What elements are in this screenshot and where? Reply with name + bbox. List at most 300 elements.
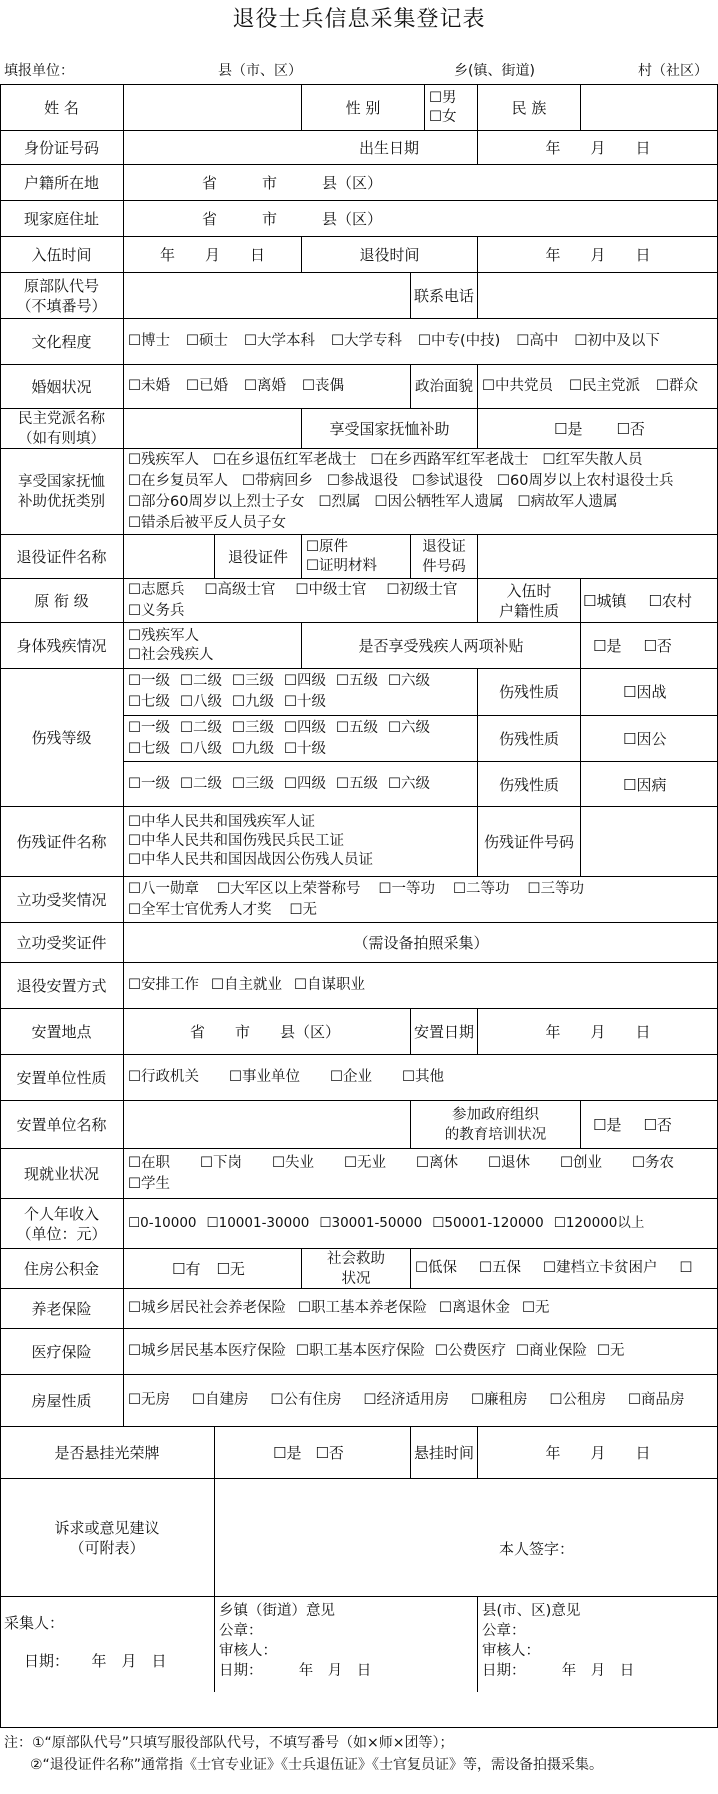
political-option-checkbox[interactable]: ☐民主党派: [569, 378, 640, 394]
award-option-checkbox[interactable]: ☐二等功: [453, 880, 510, 897]
job-option-checkbox[interactable]: ☐失业: [272, 1154, 314, 1171]
rank-option-list: [124, 579, 477, 622]
placement-options: [123, 963, 718, 1008]
unit-code-label: 原部队代号 （不填番号）: [16, 276, 107, 315]
training-label: 参加政府组织 的教育培训状况: [410, 1101, 580, 1148]
form-table: [0, 84, 718, 1692]
medical-options: [123, 1329, 718, 1374]
home-field[interactable]: 省 市 县（区）: [123, 201, 718, 236]
nature-label-3: 伤残性质: [477, 762, 580, 807]
job-option-checkbox[interactable]: ☐无业: [344, 1154, 386, 1171]
row-home: [0, 200, 718, 236]
cert-original-checkbox[interactable]: ☐原件: [306, 538, 348, 555]
grade-option-checkbox[interactable]: ☐一级: [128, 673, 170, 689]
row-unit-nature: [0, 1054, 718, 1100]
care-option-list: [124, 449, 718, 534]
grade-option-checkbox[interactable]: ☐十级: [284, 740, 326, 757]
political-label: 政治面貌: [410, 365, 477, 408]
grade-option-checkbox[interactable]: ☐一级: [128, 719, 170, 736]
cert-no-label: 退役证 件号码: [410, 535, 477, 578]
grade-subrows: [123, 669, 718, 807]
ethnic-field[interactable]: [580, 85, 718, 130]
care-option-checkbox[interactable]: ☐残疾军人: [128, 451, 199, 468]
gender-options: [424, 85, 477, 130]
care-option-checkbox[interactable]: ☐因公牺牲军人遗属: [374, 493, 504, 510]
grade-option-checkbox[interactable]: ☐五级: [336, 719, 378, 736]
house-option-checkbox[interactable]: ☐公租房: [549, 1392, 606, 1408]
dis-cert-label: 伤残证件名称: [16, 832, 107, 851]
county-opinion-label: 县(市、区)意见: [482, 1603, 581, 1619]
relief-option-checkbox[interactable]: ☐: [679, 1260, 693, 1276]
ethnic-label: 民 族: [477, 85, 580, 130]
appeal-field[interactable]: [214, 1479, 718, 1596]
award-option-checkbox[interactable]: ☐三等功: [527, 880, 584, 897]
grade-option-list-3: [124, 773, 434, 796]
name-field[interactable]: [123, 85, 301, 130]
grade-option-checkbox[interactable]: ☐四级: [284, 719, 326, 736]
row-unit-name: [0, 1100, 718, 1148]
care-option-checkbox[interactable]: ☐在乡退伍红军老战士: [213, 451, 357, 468]
rank-option-checkbox[interactable]: ☐高级士官: [204, 581, 276, 598]
care-option-checkbox[interactable]: ☐在乡复员军人: [128, 472, 228, 489]
house-option-checkbox[interactable]: ☐商品房: [628, 1392, 685, 1408]
placement-option-checkbox[interactable]: ☐自谋职业: [294, 977, 365, 993]
retire-label: 退役时间: [301, 237, 477, 272]
pension-option-checkbox[interactable]: ☐职工基本养老保险: [298, 1300, 427, 1316]
dis-cert-option-checkbox[interactable]: ☐中华人民共和国伤残民兵民工证: [128, 833, 344, 849]
row-cert: [0, 534, 718, 578]
row-grade: [0, 668, 718, 806]
income-option-checkbox[interactable]: ☐50001-120000: [432, 1215, 544, 1231]
job-option-checkbox[interactable]: ☐务农: [632, 1154, 674, 1171]
relief-option-checkbox[interactable]: ☐五保: [479, 1260, 521, 1276]
plaque-yes-checkbox[interactable]: ☐是: [273, 1443, 302, 1462]
job-option-checkbox[interactable]: ☐退休: [488, 1154, 530, 1171]
place-date-field[interactable]: 年 月 日: [477, 1009, 718, 1054]
plaque-no-checkbox[interactable]: ☐否: [315, 1443, 344, 1462]
placement-option-list: [124, 974, 369, 997]
collector-label: 采集人：: [4, 1614, 65, 1632]
marriage-option-checkbox[interactable]: ☐丧偶: [302, 378, 344, 394]
unit-nature-option-checkbox[interactable]: ☐行政机关: [128, 1069, 199, 1085]
row-job: [0, 1148, 718, 1198]
county-opinion-cell[interactable]: [477, 1597, 718, 1692]
household-field[interactable]: 省 市 县（区）: [123, 165, 718, 200]
town-opinion-cell[interactable]: [214, 1597, 477, 1692]
care-label: 享受国家抚恤 补助优抚类别: [18, 473, 105, 510]
birth-field[interactable]: 年 月 日: [477, 131, 718, 164]
plaque-options: [214, 1427, 410, 1478]
place-date-label: 安置日期: [410, 1009, 477, 1054]
grade-option-checkbox[interactable]: ☐九级: [232, 694, 274, 710]
grade-subrow-2: [123, 715, 718, 761]
income-option-checkbox[interactable]: ☐10001-30000: [206, 1215, 310, 1231]
disability-option-checkbox[interactable]: ☐残疾军人: [128, 627, 199, 644]
award-option-checkbox[interactable]: ☐无: [289, 901, 317, 918]
town-opinion-label: 乡镇（街道）意见: [219, 1603, 335, 1619]
row-award: [0, 876, 718, 922]
id-field[interactable]: [123, 131, 301, 164]
education-option-checkbox[interactable]: ☐初中及以下: [574, 333, 660, 349]
house-option-checkbox[interactable]: ☐廉租房: [471, 1392, 528, 1408]
grade-option-checkbox[interactable]: ☐四级: [284, 673, 326, 689]
rank-option-checkbox[interactable]: ☐中级士官: [295, 581, 367, 598]
grade-options-1: [123, 669, 477, 715]
job-option-list: [124, 1152, 718, 1196]
phone-field[interactable]: [477, 273, 718, 318]
care-option-checkbox[interactable]: ☐60周岁以上农村退役士兵: [497, 472, 674, 489]
care-option-checkbox[interactable]: ☐参试退役: [412, 472, 483, 489]
relief-label: 社会救助 状况: [301, 1249, 410, 1288]
cert-proof-checkbox[interactable]: ☐证明材料: [306, 557, 377, 574]
grade-option-checkbox[interactable]: ☐四级: [284, 776, 326, 792]
nature-ill-checkbox[interactable]: ☐因病: [580, 762, 718, 807]
house-option-checkbox[interactable]: ☐无房: [128, 1392, 170, 1408]
income-option-checkbox[interactable]: ☐120000以上: [553, 1215, 645, 1231]
education-option-checkbox[interactable]: ☐博士: [128, 333, 170, 349]
pension-option-checkbox[interactable]: ☐无: [522, 1300, 550, 1316]
grade-option-checkbox[interactable]: ☐二级: [180, 776, 222, 792]
row-place: [0, 1008, 718, 1054]
nature-label-1: 伤残性质: [477, 669, 580, 715]
town-reviewer-label: 审核人：: [219, 1643, 277, 1659]
subsidy-no-checkbox[interactable]: ☐否: [616, 419, 645, 438]
award-options: [123, 877, 718, 922]
grade-option-checkbox[interactable]: ☐三级: [232, 776, 274, 792]
education-option-checkbox[interactable]: ☐大学专科: [331, 333, 402, 349]
placement-option-checkbox[interactable]: ☐安排工作: [128, 977, 199, 993]
medical-option-checkbox[interactable]: ☐无: [597, 1343, 625, 1359]
fill-line: [0, 54, 718, 84]
care-option-checkbox[interactable]: ☐带病回乡: [242, 472, 313, 489]
row-marriage: [0, 364, 718, 408]
care-option-checkbox[interactable]: ☐参战退役: [327, 472, 398, 489]
hang-time-field[interactable]: 年 月 日: [477, 1427, 718, 1478]
education-option-checkbox[interactable]: ☐中专(中技): [418, 333, 501, 349]
job-options: [123, 1149, 718, 1198]
town-date-label: 日期： 年 月 日: [219, 1663, 372, 1679]
marriage-option-list: [124, 375, 348, 398]
grade-label: 伤残等级: [31, 728, 92, 747]
unit-nature-option-checkbox[interactable]: ☐事业单位: [229, 1069, 300, 1085]
grade-option-checkbox[interactable]: ☐六级: [388, 719, 430, 736]
pension-option-list: [124, 1297, 554, 1320]
fill-county-label: 县（市、区）: [218, 63, 302, 79]
education-label: 文化程度: [31, 332, 92, 351]
grade-option-checkbox[interactable]: ☐八级: [180, 740, 222, 757]
disability-option-list: [124, 625, 218, 667]
collector-date-label: 日期： 年 月 日: [24, 1652, 167, 1670]
row-enlist: [0, 236, 718, 272]
appeal-label: 诉求或意见建议 （可附表）: [54, 1518, 160, 1557]
birth-label: 出生日期: [358, 138, 419, 157]
enlist-reg-options: [580, 579, 718, 622]
medical-option-list: [124, 1340, 629, 1363]
political-options: [477, 365, 718, 408]
rank-option-checkbox[interactable]: ☐义务兵: [128, 602, 185, 619]
grade-subrow-3: [123, 761, 718, 807]
grade-option-checkbox[interactable]: ☐七级: [128, 740, 170, 757]
row-medical: [0, 1328, 718, 1374]
grade-option-checkbox[interactable]: ☐五级: [336, 673, 378, 689]
grade-option-checkbox[interactable]: ☐十级: [284, 694, 326, 710]
grade-option-checkbox[interactable]: ☐六级: [388, 673, 430, 689]
house-option-list: [124, 1389, 689, 1412]
pension-option-checkbox[interactable]: ☐离退休金: [439, 1300, 510, 1316]
fund-label: 住房公积金: [23, 1259, 99, 1278]
cert-no-field[interactable]: [477, 535, 718, 578]
pension-label: 养老保险: [31, 1299, 92, 1318]
party-field[interactable]: [123, 409, 301, 448]
plaque-label: 是否悬挂光荣牌: [54, 1443, 160, 1462]
id-label: 身份证号码: [23, 138, 99, 157]
subsidy-yes-checkbox[interactable]: ☐是: [554, 419, 583, 438]
relief-option-list: [411, 1257, 697, 1280]
disability-label: 身体残疾情况: [16, 636, 107, 655]
town-seal-label: 公章：: [219, 1623, 263, 1639]
marriage-option-checkbox[interactable]: ☐未婚: [128, 378, 170, 394]
subsidy-label: 享受国家抚恤补助: [301, 409, 477, 448]
award-option-checkbox[interactable]: ☐全军士官优秀人才奖: [128, 901, 272, 918]
award-option-checkbox[interactable]: ☐大军区以上荣誉称号: [217, 880, 361, 897]
house-option-checkbox[interactable]: ☐公有住房: [270, 1392, 342, 1408]
row-care: [0, 448, 718, 534]
enlist-field[interactable]: 年 月 日: [123, 237, 301, 272]
grade-option-checkbox[interactable]: ☐八级: [180, 694, 222, 710]
pension-option-checkbox[interactable]: ☐城乡居民社会养老保险: [128, 1300, 286, 1316]
job-option-checkbox[interactable]: ☐下岗: [200, 1154, 242, 1171]
enlist-reg-label: 入伍时 户籍性质: [477, 579, 580, 622]
political-option-checkbox[interactable]: ☐中共党员: [482, 378, 553, 394]
grade-option-list-2: [124, 717, 477, 761]
grade-option-checkbox[interactable]: ☐二级: [180, 673, 222, 689]
place-field[interactable]: 省 市 县（区）: [123, 1009, 410, 1054]
grade-option-checkbox[interactable]: ☐五级: [336, 776, 378, 792]
grade-options-3: [123, 762, 477, 807]
signature-label: 本人签字：: [499, 1540, 575, 1558]
disability-option-checkbox[interactable]: ☐社会残疾人: [128, 646, 214, 663]
two-subsidy-no-checkbox[interactable]: ☐否: [643, 636, 672, 655]
dis-cert-option-checkbox[interactable]: ☐中华人民共和国因战因公伤残人员证: [128, 852, 373, 868]
training-no-checkbox[interactable]: ☐否: [643, 1115, 672, 1134]
rural-checkbox[interactable]: ☐农村: [648, 591, 692, 610]
unit-nature-option-checkbox[interactable]: ☐企业: [330, 1069, 372, 1085]
row-house: [0, 1374, 718, 1426]
county-seal-label: 公章：: [482, 1623, 526, 1639]
care-option-checkbox[interactable]: ☐错杀后被平反人员子女: [128, 514, 286, 531]
fund-none-checkbox[interactable]: ☐无: [216, 1259, 245, 1278]
job-option-checkbox[interactable]: ☐学生: [128, 1175, 170, 1192]
row-plaque: [0, 1426, 718, 1478]
income-options: [123, 1199, 718, 1248]
row-education: [0, 318, 718, 364]
row-unit-code: [0, 272, 718, 318]
grade-option-checkbox[interactable]: ☐三级: [232, 673, 274, 689]
row-appeal: [0, 1478, 718, 1596]
gender-female-checkbox[interactable]: ☐女: [429, 108, 457, 125]
notes: [0, 1732, 718, 1776]
two-subsidy-label: 是否享受残疾人两项补贴: [301, 623, 580, 668]
grade-option-checkbox[interactable]: ☐二级: [180, 719, 222, 736]
medical-option-checkbox[interactable]: ☐职工基本医疗保险: [296, 1343, 425, 1359]
row-pension: [0, 1288, 718, 1328]
house-label: 房屋性质: [31, 1391, 92, 1410]
medical-option-checkbox[interactable]: ☐公费医疗: [435, 1343, 506, 1359]
two-subsidy-yes-checkbox[interactable]: ☐是: [593, 636, 622, 655]
house-options: [123, 1375, 718, 1426]
row-award-cert: [0, 922, 718, 962]
disability-options: [123, 623, 301, 668]
row-income: [0, 1198, 718, 1248]
award-cert-label: 立功受奖证件: [16, 933, 107, 952]
pension-options: [123, 1289, 718, 1328]
fill-town-label: 乡(镇、街道): [454, 63, 535, 79]
award-option-list: [124, 878, 718, 922]
income-option-checkbox[interactable]: ☐0-10000: [128, 1215, 197, 1231]
unit-name-field[interactable]: [123, 1101, 410, 1148]
grade-options-2: [123, 716, 477, 761]
placement-option-checkbox[interactable]: ☐自主就业: [211, 977, 282, 993]
rank-option-checkbox[interactable]: ☐初级士官: [386, 581, 458, 598]
unit-nature-label: 安置单位性质: [16, 1068, 107, 1087]
phone-label: 联系电话: [410, 273, 477, 318]
political-option-checkbox[interactable]: ☐群众: [656, 378, 698, 394]
row-name: [0, 84, 718, 130]
nature-war-checkbox[interactable]: ☐因战: [580, 669, 718, 715]
fund-have-checkbox[interactable]: ☐有: [172, 1259, 201, 1278]
income-option-list: [124, 1212, 648, 1235]
unit-code-field[interactable]: [123, 273, 410, 318]
medical-option-checkbox[interactable]: ☐商业保险: [516, 1343, 587, 1359]
dis-cert-option-checkbox[interactable]: ☐中华人民共和国残疾军人证: [128, 814, 315, 830]
house-option-checkbox[interactable]: ☐经济适用房: [363, 1392, 449, 1408]
education-option-checkbox[interactable]: ☐大学本科: [244, 333, 315, 349]
care-options: [123, 449, 718, 534]
placement-label: 退役安置方式: [16, 976, 107, 995]
medical-label: 医疗保险: [31, 1342, 92, 1361]
row-fund: [0, 1248, 718, 1288]
grade-subrow-1: [123, 669, 718, 715]
gender-male-checkbox[interactable]: ☐男: [429, 89, 457, 106]
grade-option-checkbox[interactable]: ☐一级: [128, 776, 170, 792]
marriage-label: 婚姻状况: [31, 377, 92, 396]
training-yes-checkbox[interactable]: ☐是: [593, 1115, 622, 1134]
job-option-checkbox[interactable]: ☐离休: [416, 1154, 458, 1171]
fund-options: [123, 1249, 301, 1288]
grade-option-checkbox[interactable]: ☐三级: [232, 719, 274, 736]
marriage-options: [123, 365, 410, 408]
income-label: 个人年收入 （单位：元）: [16, 1204, 107, 1243]
urban-checkbox[interactable]: ☐城镇: [583, 591, 627, 610]
row-id: [0, 130, 718, 164]
cert-options: [301, 535, 410, 578]
cert-label: 退役证件: [214, 535, 301, 578]
marriage-option-checkbox[interactable]: ☐离婚: [244, 378, 286, 394]
household-label: 户籍所在地: [23, 173, 99, 192]
care-option-checkbox[interactable]: ☐红军失散人员: [542, 451, 643, 468]
row-rank: [0, 578, 718, 622]
education-option-checkbox[interactable]: ☐高中: [516, 333, 559, 349]
relief-option-checkbox[interactable]: ☐低保: [415, 1260, 457, 1276]
care-option-checkbox[interactable]: ☐部分60周岁以上烈士子女: [128, 493, 305, 510]
unit-nature-option-list: [124, 1066, 448, 1089]
unit-name-label: 安置单位名称: [16, 1115, 107, 1134]
nature-duty-checkbox[interactable]: ☐因公: [580, 716, 718, 761]
political-option-list: [478, 375, 702, 398]
hang-time-label: 悬挂时间: [410, 1427, 477, 1478]
county-date-label: 日期： 年 月 日: [482, 1663, 635, 1679]
grade-option-checkbox[interactable]: ☐九级: [232, 740, 274, 757]
rank-option-checkbox[interactable]: ☐志愿兵: [128, 581, 185, 598]
relief-options: [410, 1249, 718, 1288]
care-option-checkbox[interactable]: ☐在乡西路军红军老战士: [370, 451, 529, 468]
form-title: 退役士兵信息采集登记表: [232, 7, 486, 32]
training-options: [580, 1101, 718, 1148]
job-option-checkbox[interactable]: ☐创业: [560, 1154, 602, 1171]
award-option-checkbox[interactable]: ☐一等功: [378, 880, 435, 897]
grade-option-checkbox[interactable]: ☐七级: [128, 694, 170, 710]
unit-nature-option-checkbox[interactable]: ☐其他: [402, 1069, 444, 1085]
collector-cell: [0, 1597, 214, 1692]
dis-cert-no-field[interactable]: [580, 807, 718, 876]
care-option-checkbox[interactable]: ☐烈属: [318, 493, 361, 510]
cert-name-field[interactable]: [123, 535, 214, 578]
row-dis-cert: [0, 806, 718, 876]
enlist-label: 入伍时间: [31, 245, 92, 264]
unit-nature-options: [123, 1055, 718, 1100]
marriage-option-checkbox[interactable]: ☐已婚: [186, 378, 228, 394]
education-options: [123, 319, 718, 364]
name-label: 姓 名: [44, 98, 79, 117]
dis-cert-option-list: [124, 811, 377, 872]
rank-options: [123, 579, 477, 622]
retire-field[interactable]: 年 月 日: [477, 237, 718, 272]
education-option-checkbox[interactable]: ☐硕士: [186, 333, 228, 349]
dis-cert-no-label: 伤残证件号码: [477, 807, 580, 876]
row-disability: [0, 622, 718, 668]
house-option-checkbox[interactable]: ☐自建房: [192, 1392, 249, 1408]
row-placement: [0, 962, 718, 1008]
medical-option-checkbox[interactable]: ☐城乡居民基本医疗保险: [128, 1343, 286, 1359]
relief-option-checkbox[interactable]: ☐建档立卡贫困户: [543, 1260, 658, 1276]
subsidy-options: [477, 409, 718, 448]
gender-label: 性 别: [301, 85, 424, 130]
award-option-checkbox[interactable]: ☐八一勋章: [128, 880, 199, 897]
income-option-checkbox[interactable]: ☐30001-50000: [319, 1215, 423, 1231]
dis-cert-options: [123, 807, 477, 876]
fill-unit-label: 填报单位：: [4, 63, 74, 79]
row-household: [0, 164, 718, 200]
award-label: 立功受奖情况: [16, 890, 107, 909]
county-reviewer-label: 审核人：: [482, 1643, 540, 1659]
grade-option-checkbox[interactable]: ☐六级: [388, 776, 430, 792]
two-subsidy-options: [580, 623, 718, 668]
home-label: 现家庭住址: [23, 209, 99, 228]
row-opinions: [0, 1596, 718, 1692]
award-cert-field[interactable]: （需设备拍照采集）: [123, 923, 718, 962]
note-1: 注：①“原部队代号”只填写服役部队代号，不填写番号（如×师×团等）；: [4, 1735, 454, 1751]
care-option-checkbox[interactable]: ☐病故军人遗属: [517, 493, 618, 510]
job-label: 现就业状况: [23, 1164, 99, 1183]
job-option-checkbox[interactable]: ☐在职: [128, 1154, 170, 1171]
education-option-list: [124, 330, 664, 353]
rank-label: 原 衔 级: [34, 591, 89, 610]
row-party: [0, 408, 718, 448]
party-label: 民主党派名称 （如有则填）: [18, 410, 105, 447]
place-label: 安置地点: [31, 1022, 92, 1041]
cert-name-label: 退役证件名称: [16, 547, 107, 566]
note-2: ②“退役证件名称”通常指《士官专业证》《士兵退伍证》《士官复员证》等，需设备拍摄采集。: [30, 1757, 604, 1773]
